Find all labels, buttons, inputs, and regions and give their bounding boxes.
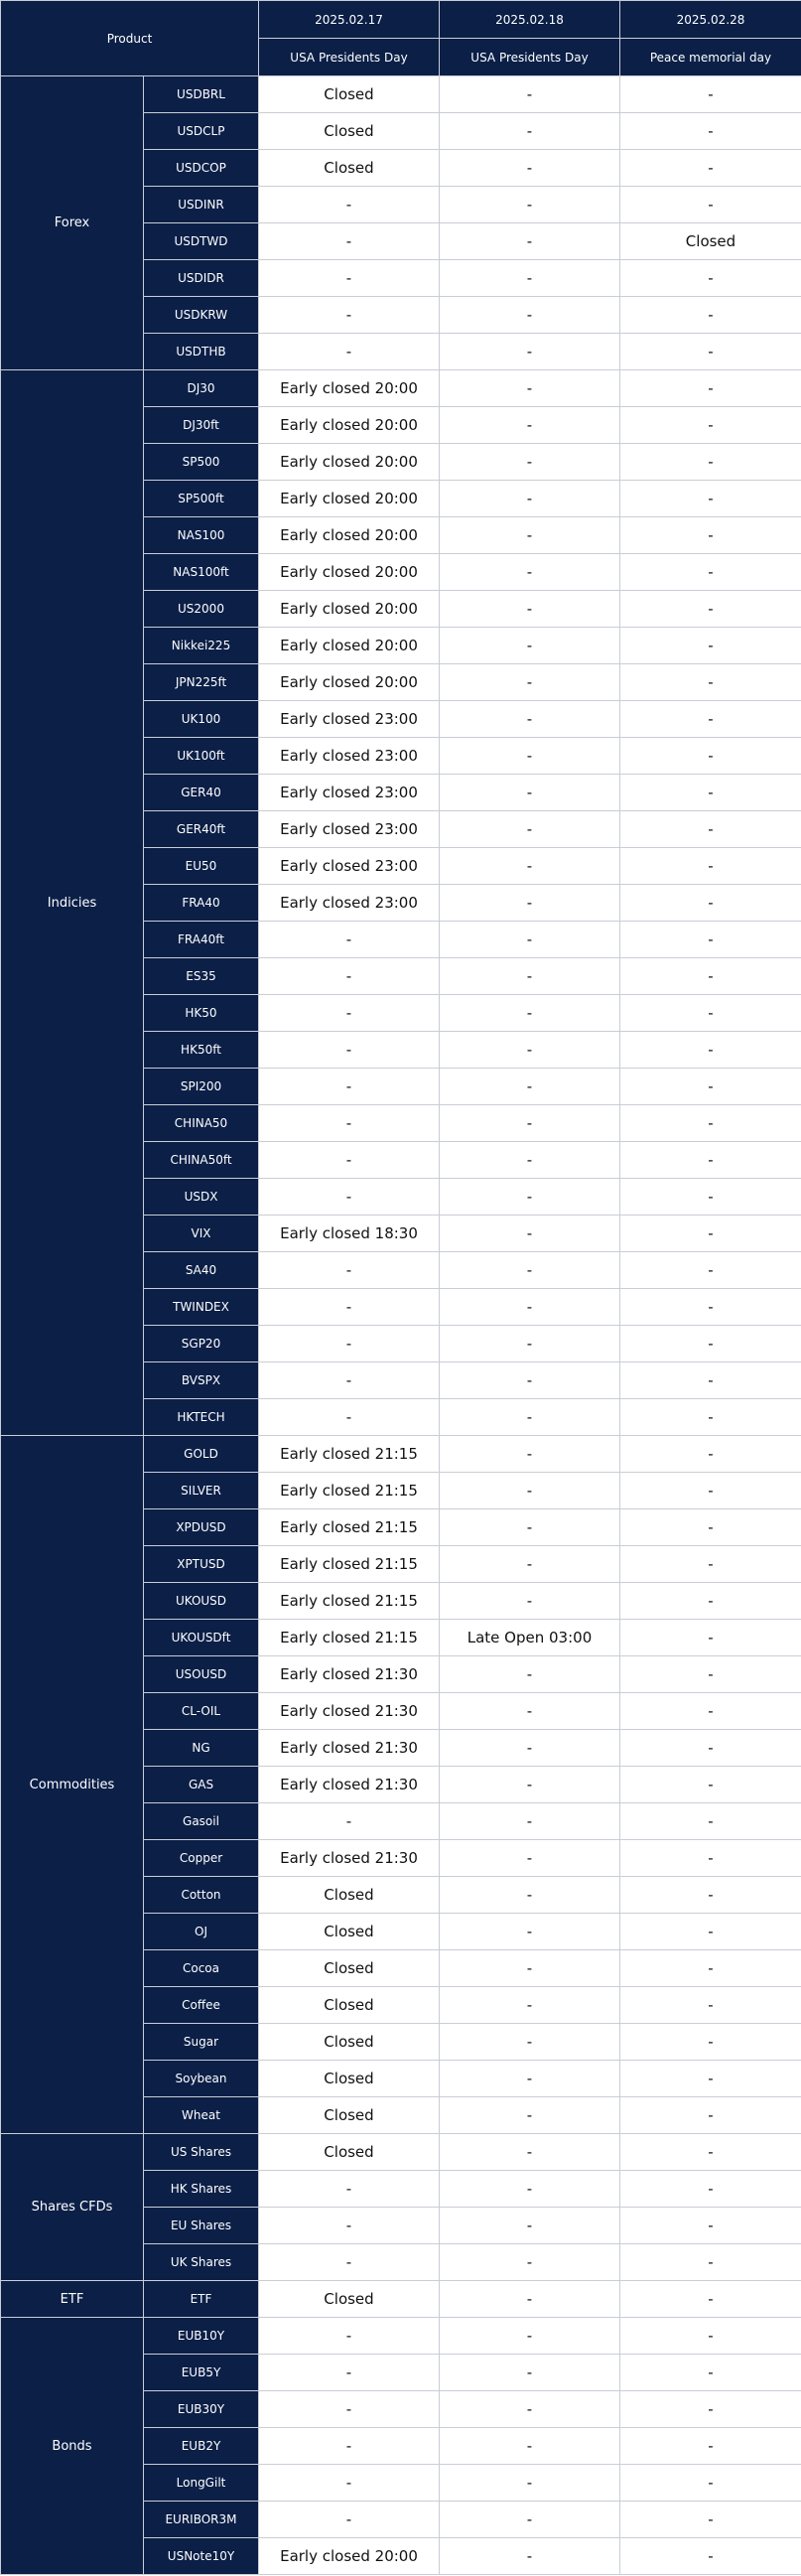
schedule-cell-date-1: Closed [259, 2061, 440, 2097]
schedule-cell-date-3: - [620, 1987, 801, 2024]
schedule-cell-date-2: - [440, 517, 620, 554]
schedule-cell-date-1: - [259, 1362, 440, 1399]
product-name: Soybean [144, 2061, 259, 2097]
schedule-cell-date-2: - [440, 775, 620, 811]
schedule-cell-date-3: - [620, 2024, 801, 2061]
schedule-cell-date-3: - [620, 2281, 801, 2318]
schedule-cell-date-2: - [440, 2502, 620, 2538]
schedule-cell-date-2: - [440, 150, 620, 187]
schedule-cell-date-2: - [440, 2281, 620, 2318]
product-name: EUB30Y [144, 2391, 259, 2428]
schedule-cell-date-1: Early closed 21:30 [259, 1656, 440, 1693]
schedule-cell-date-3: - [620, 1730, 801, 1767]
schedule-cell-date-1: - [259, 2428, 440, 2465]
holiday-header-3: Peace memorial day [620, 39, 801, 76]
schedule-cell-date-3: - [620, 2244, 801, 2281]
product-name: USDIDR [144, 260, 259, 297]
schedule-cell-date-2: - [440, 2208, 620, 2244]
schedule-cell-date-2: - [440, 1216, 620, 1252]
product-name: US Shares [144, 2134, 259, 2171]
product-name: JPN225ft [144, 664, 259, 701]
schedule-cell-date-1: - [259, 1289, 440, 1326]
category-label: Commodities [1, 1436, 144, 2134]
schedule-cell-date-3: - [620, 775, 801, 811]
schedule-cell-date-1: - [259, 1803, 440, 1840]
schedule-cell-date-2: - [440, 1914, 620, 1950]
schedule-cell-date-1: - [259, 1032, 440, 1069]
product-name: EUB5Y [144, 2355, 259, 2391]
product-name: USDKRW [144, 297, 259, 334]
schedule-cell-date-2: - [440, 481, 620, 517]
schedule-cell-date-1: Closed [259, 1987, 440, 2024]
date-header-1: 2025.02.17 [259, 1, 440, 39]
schedule-cell-date-2: - [440, 701, 620, 738]
product-name: SPI200 [144, 1069, 259, 1105]
schedule-cell-date-3: - [620, 554, 801, 591]
schedule-cell-date-2: - [440, 628, 620, 664]
date-header-2: 2025.02.18 [440, 1, 620, 39]
schedule-cell-date-2: - [440, 2538, 620, 2575]
schedule-cell-date-2: - [440, 1399, 620, 1436]
schedule-cell-date-2: - [440, 2061, 620, 2097]
table-row [1, 370, 801, 407]
schedule-cell-date-3: - [620, 1105, 801, 1142]
schedule-cell-date-3: - [620, 848, 801, 885]
schedule-cell-date-3: - [620, 2318, 801, 2355]
schedule-cell-date-3: - [620, 1473, 801, 1509]
schedule-cell-date-1: Closed [259, 2281, 440, 2318]
schedule-cell-date-1: Early closed 20:00 [259, 628, 440, 664]
schedule-cell-date-3: - [620, 1840, 801, 1877]
product-name: USNote10Y [144, 2538, 259, 2575]
holiday-header-2: USA Presidents Day [440, 39, 620, 76]
product-name: GAS [144, 1767, 259, 1803]
schedule-cell-date-2: - [440, 1069, 620, 1105]
schedule-cell-date-2: - [440, 1840, 620, 1877]
schedule-cell-date-1: Early closed 23:00 [259, 738, 440, 775]
schedule-cell-date-2: - [440, 1583, 620, 1620]
schedule-cell-date-1: - [259, 2208, 440, 2244]
schedule-cell-date-2: - [440, 1105, 620, 1142]
schedule-cell-date-2: - [440, 370, 620, 407]
schedule-cell-date-2: - [440, 1767, 620, 1803]
product-name: SILVER [144, 1473, 259, 1509]
schedule-cell-date-1: Early closed 23:00 [259, 848, 440, 885]
product-name: USDINR [144, 187, 259, 223]
product-name: NAS100ft [144, 554, 259, 591]
schedule-cell-date-3: - [620, 2061, 801, 2097]
schedule-cell-date-2: - [440, 1473, 620, 1509]
schedule-cell-date-2: - [440, 1326, 620, 1362]
schedule-cell-date-2: - [440, 1032, 620, 1069]
schedule-cell-date-2: - [440, 922, 620, 958]
schedule-cell-date-3: - [620, 1803, 801, 1840]
schedule-cell-date-2: - [440, 113, 620, 150]
schedule-cell-date-3: - [620, 1436, 801, 1473]
schedule-cell-date-2: - [440, 1142, 620, 1179]
schedule-cell-date-2: - [440, 1252, 620, 1289]
schedule-cell-date-3: - [620, 2171, 801, 2208]
product-name: Gasoil [144, 1803, 259, 1840]
schedule-cell-date-1: Early closed 20:00 [259, 591, 440, 628]
table-row [1, 2318, 801, 2355]
schedule-cell-date-2: - [440, 738, 620, 775]
schedule-cell-date-1: - [259, 187, 440, 223]
product-name: SA40 [144, 1252, 259, 1289]
product-name: HK Shares [144, 2171, 259, 2208]
schedule-cell-date-1: Early closed 20:00 [259, 444, 440, 481]
schedule-cell-date-1: - [259, 2502, 440, 2538]
schedule-cell-date-2: - [440, 444, 620, 481]
schedule-cell-date-1: Early closed 21:15 [259, 1473, 440, 1509]
schedule-cell-date-3: - [620, 407, 801, 444]
product-name: SGP20 [144, 1326, 259, 1362]
product-name: GOLD [144, 1436, 259, 1473]
schedule-cell-date-3: - [620, 1950, 801, 1987]
schedule-cell-date-1: Early closed 23:00 [259, 885, 440, 922]
schedule-cell-date-3: - [620, 664, 801, 701]
schedule-cell-date-3: - [620, 1142, 801, 1179]
schedule-cell-date-2: - [440, 1987, 620, 2024]
schedule-cell-date-3: - [620, 150, 801, 187]
schedule-cell-date-2: - [440, 2134, 620, 2171]
schedule-cell-date-1: - [259, 2355, 440, 2391]
schedule-cell-date-2: - [440, 1509, 620, 1546]
schedule-cell-date-2: - [440, 1362, 620, 1399]
schedule-cell-date-2: - [440, 2355, 620, 2391]
product-name: NAS100 [144, 517, 259, 554]
schedule-cell-date-3: - [620, 444, 801, 481]
schedule-cell-date-1: Closed [259, 2134, 440, 2171]
schedule-cell-date-3: - [620, 2428, 801, 2465]
product-header: Product [1, 1, 259, 76]
schedule-cell-date-3: - [620, 1693, 801, 1730]
schedule-cell-date-3: - [620, 2538, 801, 2575]
schedule-cell-date-1: - [259, 1399, 440, 1436]
schedule-cell-date-1: - [259, 223, 440, 260]
product-name: CHINA50ft [144, 1142, 259, 1179]
schedule-cell-date-1: Early closed 21:30 [259, 1767, 440, 1803]
schedule-cell-date-3: - [620, 2097, 801, 2134]
schedule-cell-date-1: - [259, 1179, 440, 1216]
schedule-cell-date-3: - [620, 517, 801, 554]
product-name: EU50 [144, 848, 259, 885]
product-name: USOUSD [144, 1656, 259, 1693]
product-name: CHINA50 [144, 1105, 259, 1142]
schedule-cell-date-3: - [620, 1179, 801, 1216]
schedule-cell-date-1: - [259, 2244, 440, 2281]
table-row [1, 76, 801, 113]
schedule-cell-date-3: - [620, 2208, 801, 2244]
schedule-cell-date-3: - [620, 334, 801, 370]
schedule-cell-date-2: - [440, 407, 620, 444]
schedule-cell-date-2: - [440, 2465, 620, 2502]
product-name: OJ [144, 1914, 259, 1950]
schedule-cell-date-2: - [440, 1730, 620, 1767]
product-name: USDTWD [144, 223, 259, 260]
schedule-cell-date-1: - [259, 334, 440, 370]
product-name: GER40 [144, 775, 259, 811]
product-name: Sugar [144, 2024, 259, 2061]
holiday-header-1: USA Presidents Day [259, 39, 440, 76]
product-name: XPDUSD [144, 1509, 259, 1546]
product-name: GER40ft [144, 811, 259, 848]
product-name: US2000 [144, 591, 259, 628]
schedule-cell-date-1: - [259, 2391, 440, 2428]
product-name: XPTUSD [144, 1546, 259, 1583]
schedule-cell-date-1: - [259, 2318, 440, 2355]
schedule-cell-date-3: - [620, 885, 801, 922]
product-name: UK100ft [144, 738, 259, 775]
schedule-cell-date-1: - [259, 1105, 440, 1142]
schedule-cell-date-2: - [440, 995, 620, 1032]
schedule-cell-date-3: - [620, 1252, 801, 1289]
schedule-cell-date-2: - [440, 260, 620, 297]
schedule-cell-date-1: Early closed 20:00 [259, 517, 440, 554]
schedule-cell-date-3: Closed [620, 223, 801, 260]
schedule-cell-date-1: Closed [259, 2024, 440, 2061]
schedule-cell-date-2: - [440, 1546, 620, 1583]
schedule-cell-date-1: Early closed 20:00 [259, 407, 440, 444]
product-name: FRA40 [144, 885, 259, 922]
schedule-cell-date-3: - [620, 1509, 801, 1546]
schedule-cell-date-1: Early closed 21:15 [259, 1436, 440, 1473]
schedule-cell-date-1: Early closed 21:30 [259, 1693, 440, 1730]
schedule-cell-date-3: - [620, 995, 801, 1032]
schedule-cell-date-3: - [620, 1914, 801, 1950]
schedule-cell-date-2: - [440, 76, 620, 113]
product-name: FRA40ft [144, 922, 259, 958]
schedule-cell-date-1: Early closed 21:30 [259, 1840, 440, 1877]
product-name: UK100 [144, 701, 259, 738]
schedule-cell-date-3: - [620, 76, 801, 113]
schedule-cell-date-2: - [440, 1179, 620, 1216]
product-name: NG [144, 1730, 259, 1767]
schedule-cell-date-3: - [620, 187, 801, 223]
schedule-cell-date-3: - [620, 1069, 801, 1105]
product-name: CL-OIL [144, 1693, 259, 1730]
product-name: HK50ft [144, 1032, 259, 1069]
product-name: UKOUSD [144, 1583, 259, 1620]
schedule-cell-date-2: - [440, 664, 620, 701]
schedule-cell-date-3: - [620, 1620, 801, 1656]
schedule-cell-date-3: - [620, 811, 801, 848]
schedule-cell-date-2: - [440, 1950, 620, 1987]
schedule-cell-date-1: - [259, 958, 440, 995]
product-name: Coffee [144, 1987, 259, 2024]
schedule-cell-date-1: Early closed 23:00 [259, 701, 440, 738]
schedule-cell-date-3: - [620, 2134, 801, 2171]
schedule-cell-date-3: - [620, 2465, 801, 2502]
schedule-cell-date-2: - [440, 848, 620, 885]
schedule-cell-date-1: Closed [259, 1950, 440, 1987]
schedule-cell-date-1: Closed [259, 1877, 440, 1914]
schedule-cell-date-2: - [440, 2428, 620, 2465]
schedule-cell-date-1: - [259, 995, 440, 1032]
schedule-cell-date-2: - [440, 811, 620, 848]
schedule-cell-date-3: - [620, 370, 801, 407]
schedule-cell-date-1: - [259, 1142, 440, 1179]
schedule-cell-date-1: Early closed 21:15 [259, 1583, 440, 1620]
product-name: USDCOP [144, 150, 259, 187]
product-name: ES35 [144, 958, 259, 995]
date-header-3: 2025.02.28 [620, 1, 801, 39]
product-name: EUB2Y [144, 2428, 259, 2465]
schedule-cell-date-1: Early closed 20:00 [259, 481, 440, 517]
product-name: Wheat [144, 2097, 259, 2134]
schedule-cell-date-3: - [620, 1877, 801, 1914]
table-row [1, 2281, 801, 2318]
schedule-cell-date-1: Closed [259, 113, 440, 150]
schedule-cell-date-1: Early closed 20:00 [259, 370, 440, 407]
product-name: LongGilt [144, 2465, 259, 2502]
product-name: USDX [144, 1179, 259, 1216]
category-label: ETF [1, 2281, 144, 2318]
schedule-cell-date-2: - [440, 223, 620, 260]
product-name: TWINDEX [144, 1289, 259, 1326]
product-name: Cotton [144, 1877, 259, 1914]
product-name: USDBRL [144, 76, 259, 113]
schedule-cell-date-2: - [440, 885, 620, 922]
product-name: UK Shares [144, 2244, 259, 2281]
schedule-cell-date-2: - [440, 1693, 620, 1730]
schedule-cell-date-3: - [620, 701, 801, 738]
schedule-cell-date-3: - [620, 2502, 801, 2538]
product-name: VIX [144, 1216, 259, 1252]
schedule-cell-date-1: Early closed 21:15 [259, 1546, 440, 1583]
category-label: Bonds [1, 2318, 144, 2575]
schedule-cell-date-3: - [620, 1216, 801, 1252]
schedule-cell-date-1: Early closed 23:00 [259, 811, 440, 848]
schedule-cell-date-2: - [440, 1656, 620, 1693]
schedule-cell-date-2: - [440, 297, 620, 334]
product-name: DJ30 [144, 370, 259, 407]
schedule-cell-date-3: - [620, 1546, 801, 1583]
category-label: Indicies [1, 370, 144, 1436]
product-name: HK50 [144, 995, 259, 1032]
schedule-cell-date-1: Closed [259, 2097, 440, 2134]
schedule-cell-date-2: - [440, 958, 620, 995]
product-name: BVSPX [144, 1362, 259, 1399]
schedule-cell-date-3: - [620, 1399, 801, 1436]
schedule-cell-date-1: Early closed 21:30 [259, 1730, 440, 1767]
schedule-cell-date-1: Early closed 21:15 [259, 1509, 440, 1546]
product-name: USDCLP [144, 113, 259, 150]
schedule-cell-date-1: Early closed 18:30 [259, 1216, 440, 1252]
product-name: EURIBOR3M [144, 2502, 259, 2538]
product-name: Nikkei225 [144, 628, 259, 664]
schedule-cell-date-1: - [259, 922, 440, 958]
schedule-cell-date-2: - [440, 2318, 620, 2355]
schedule-cell-date-3: - [620, 297, 801, 334]
category-label: Shares CFDs [1, 2134, 144, 2281]
schedule-cell-date-3: - [620, 260, 801, 297]
schedule-cell-date-2: - [440, 1803, 620, 1840]
product-name: EUB10Y [144, 2318, 259, 2355]
schedule-cell-date-1: - [259, 260, 440, 297]
schedule-cell-date-1: - [259, 2465, 440, 2502]
schedule-cell-date-2: - [440, 1877, 620, 1914]
schedule-cell-date-3: - [620, 113, 801, 150]
schedule-cell-date-3: - [620, 591, 801, 628]
schedule-cell-date-2: - [440, 1289, 620, 1326]
product-name: Cocoa [144, 1950, 259, 1987]
schedule-cell-date-2: - [440, 554, 620, 591]
product-name: SP500 [144, 444, 259, 481]
schedule-cell-date-3: - [620, 1326, 801, 1362]
schedule-cell-date-2: - [440, 2097, 620, 2134]
table-row [1, 1436, 801, 1473]
schedule-cell-date-3: - [620, 1656, 801, 1693]
schedule-cell-date-2: - [440, 2024, 620, 2061]
product-name: DJ30ft [144, 407, 259, 444]
schedule-cell-date-3: - [620, 1032, 801, 1069]
schedule-cell-date-1: Early closed 20:00 [259, 664, 440, 701]
schedule-cell-date-2: - [440, 187, 620, 223]
schedule-cell-date-3: - [620, 1767, 801, 1803]
schedule-cell-date-1: Closed [259, 150, 440, 187]
schedule-cell-date-2: - [440, 2171, 620, 2208]
schedule-cell-date-2: - [440, 1436, 620, 1473]
schedule-cell-date-1: Early closed 20:00 [259, 2538, 440, 2575]
schedule-cell-date-3: - [620, 1583, 801, 1620]
product-name: Copper [144, 1840, 259, 1877]
product-name: SP500ft [144, 481, 259, 517]
schedule-cell-date-2: - [440, 334, 620, 370]
schedule-cell-date-3: - [620, 1362, 801, 1399]
schedule-cell-date-1: Early closed 23:00 [259, 775, 440, 811]
schedule-cell-date-1: Closed [259, 76, 440, 113]
product-name: EU Shares [144, 2208, 259, 2244]
table-row [1, 2134, 801, 2171]
schedule-cell-date-3: - [620, 481, 801, 517]
schedule-cell-date-1: - [259, 1326, 440, 1362]
product-name: UKOUSDft [144, 1620, 259, 1656]
schedule-cell-date-1: Early closed 20:00 [259, 554, 440, 591]
schedule-cell-date-2: - [440, 2244, 620, 2281]
schedule-cell-date-1: Early closed 21:15 [259, 1620, 440, 1656]
schedule-cell-date-1: - [259, 2171, 440, 2208]
schedule-cell-date-1: - [259, 297, 440, 334]
table-body [1, 76, 801, 2575]
schedule-cell-date-2: - [440, 591, 620, 628]
product-name: USDTHB [144, 334, 259, 370]
schedule-cell-date-1: - [259, 1069, 440, 1105]
schedule-cell-date-3: - [620, 922, 801, 958]
schedule-cell-date-3: - [620, 738, 801, 775]
product-name: ETF [144, 2281, 259, 2318]
schedule-cell-date-2: - [440, 2391, 620, 2428]
schedule-cell-date-1: - [259, 1252, 440, 1289]
schedule-cell-date-3: - [620, 2355, 801, 2391]
schedule-cell-date-3: - [620, 1289, 801, 1326]
schedule-cell-date-3: - [620, 958, 801, 995]
schedule-cell-date-3: - [620, 2391, 801, 2428]
schedule-cell-date-3: - [620, 628, 801, 664]
product-name: HKTECH [144, 1399, 259, 1436]
schedule-cell-date-1: Closed [259, 1914, 440, 1950]
schedule-cell-date-2: Late Open 03:00 [440, 1620, 620, 1656]
category-label: Forex [1, 76, 144, 370]
